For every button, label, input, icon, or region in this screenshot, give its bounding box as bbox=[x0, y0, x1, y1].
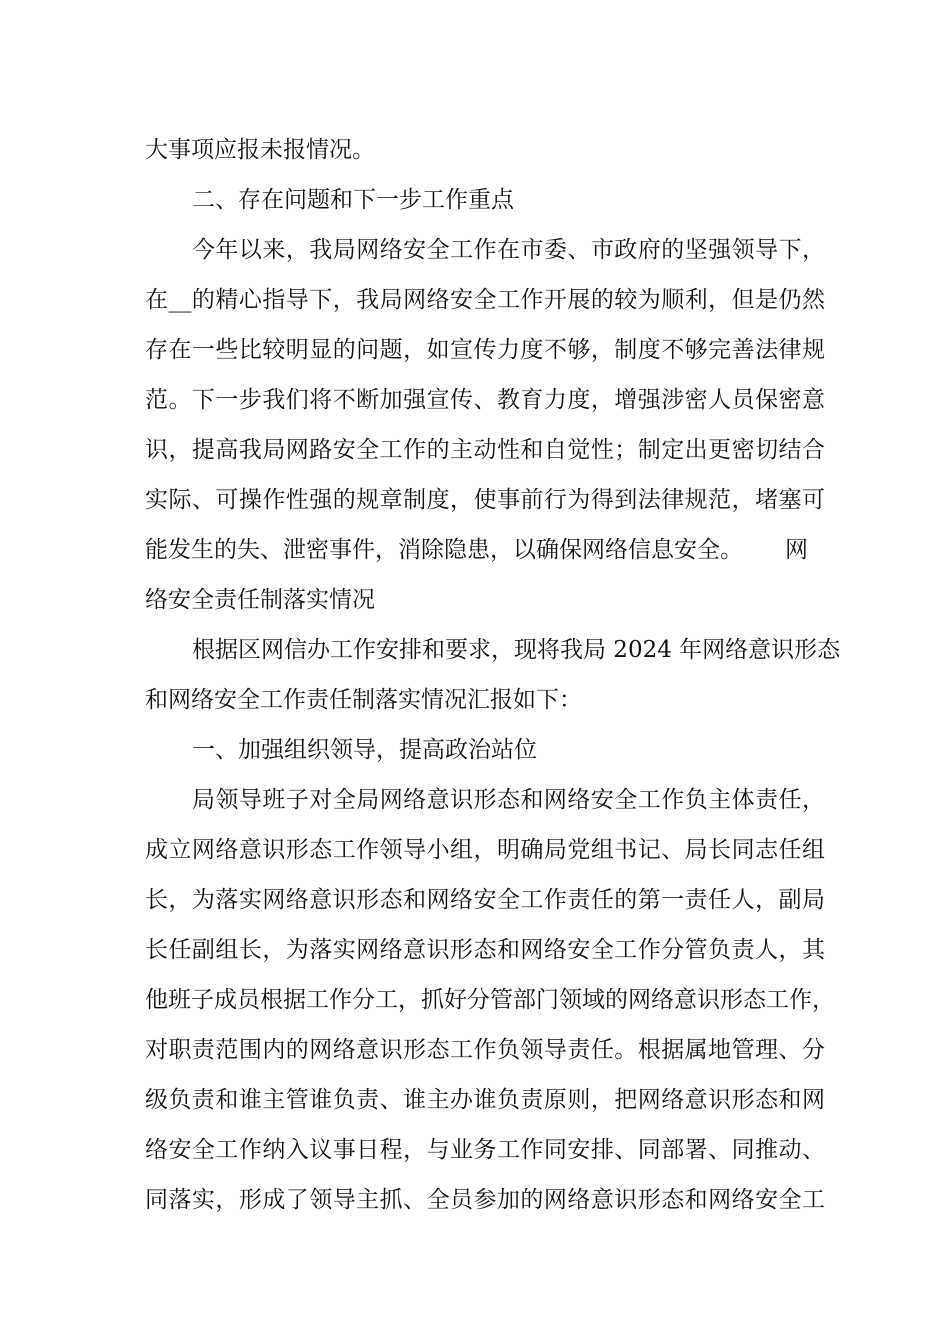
text-line: 局领导班子对全局网络意识形态和网络安全工作负主体责任， bbox=[192, 787, 825, 813]
text-line: 对职责范围内的网络意识形态工作负领导责任。根据属地管理、分 bbox=[145, 1037, 825, 1063]
text-line: 级负责和谁主管谁负责、谁主办谁负责原则，把网络意识形态和网 bbox=[145, 1087, 825, 1113]
text-line: 识，提高我局网路安全工作的主动性和自觉性；制定出更密切结合 bbox=[145, 437, 825, 463]
text-line: 同落实，形成了领导主抓、全员参加的网络意识形态和网络安全工 bbox=[145, 1187, 825, 1213]
text-line: 和网络安全工作责任制落实情况汇报如下： bbox=[145, 687, 582, 713]
text-line: 范。下一步我们将不断加强宣传、教育力度，增强涉密人员保密意 bbox=[145, 387, 825, 413]
text-line: 络安全工作纳入议事日程，与业务工作同安排、同部署、同推动、 bbox=[145, 1137, 825, 1163]
text-line: 实际、可操作性强的规章制度，使事前行为得到法律规范，堵塞可 bbox=[145, 487, 825, 513]
section-heading: 一、加强组织领导，提高政治站位 bbox=[192, 737, 537, 763]
text-line: 根据区网信办工作安排和要求，现将我局 2024 年网络意识形态 bbox=[192, 637, 841, 663]
text-line: 长任副组长，为落实网络意识形态和网络安全工作分管负责人，其 bbox=[145, 937, 825, 963]
title-fragment: 网 bbox=[785, 537, 808, 563]
text-line: 他班子成员根据工作分工，抓好分管部门领域的网络意识形态工作， bbox=[145, 987, 835, 1013]
text-line: 大事项应报未报情况。 bbox=[145, 137, 375, 163]
document-title: 络安全责任制落实情况 bbox=[145, 587, 375, 613]
text-line: 在__的精心指导下，我局网络安全工作开展的较为顺利，但是仍然 bbox=[145, 287, 825, 313]
text-line: 成立网络意识形态工作领导小组，明确局党组书记、局长同志任组 bbox=[145, 837, 825, 863]
text-line: 能发生的失、泄密事件，消除隐患，以确保网络信息安全。 bbox=[145, 537, 743, 563]
text-line: 今年以来，我局网络安全工作在市委、市政府的坚强领导下， bbox=[192, 237, 825, 263]
text-line: 长，为落实网络意识形态和网络安全工作责任的第一责任人，副局 bbox=[145, 887, 825, 913]
section-heading: 二、存在问题和下一步工作重点 bbox=[192, 187, 514, 213]
text-line: 存在一些比较明显的问题，如宣传力度不够，制度不够完善法律规 bbox=[145, 337, 825, 363]
